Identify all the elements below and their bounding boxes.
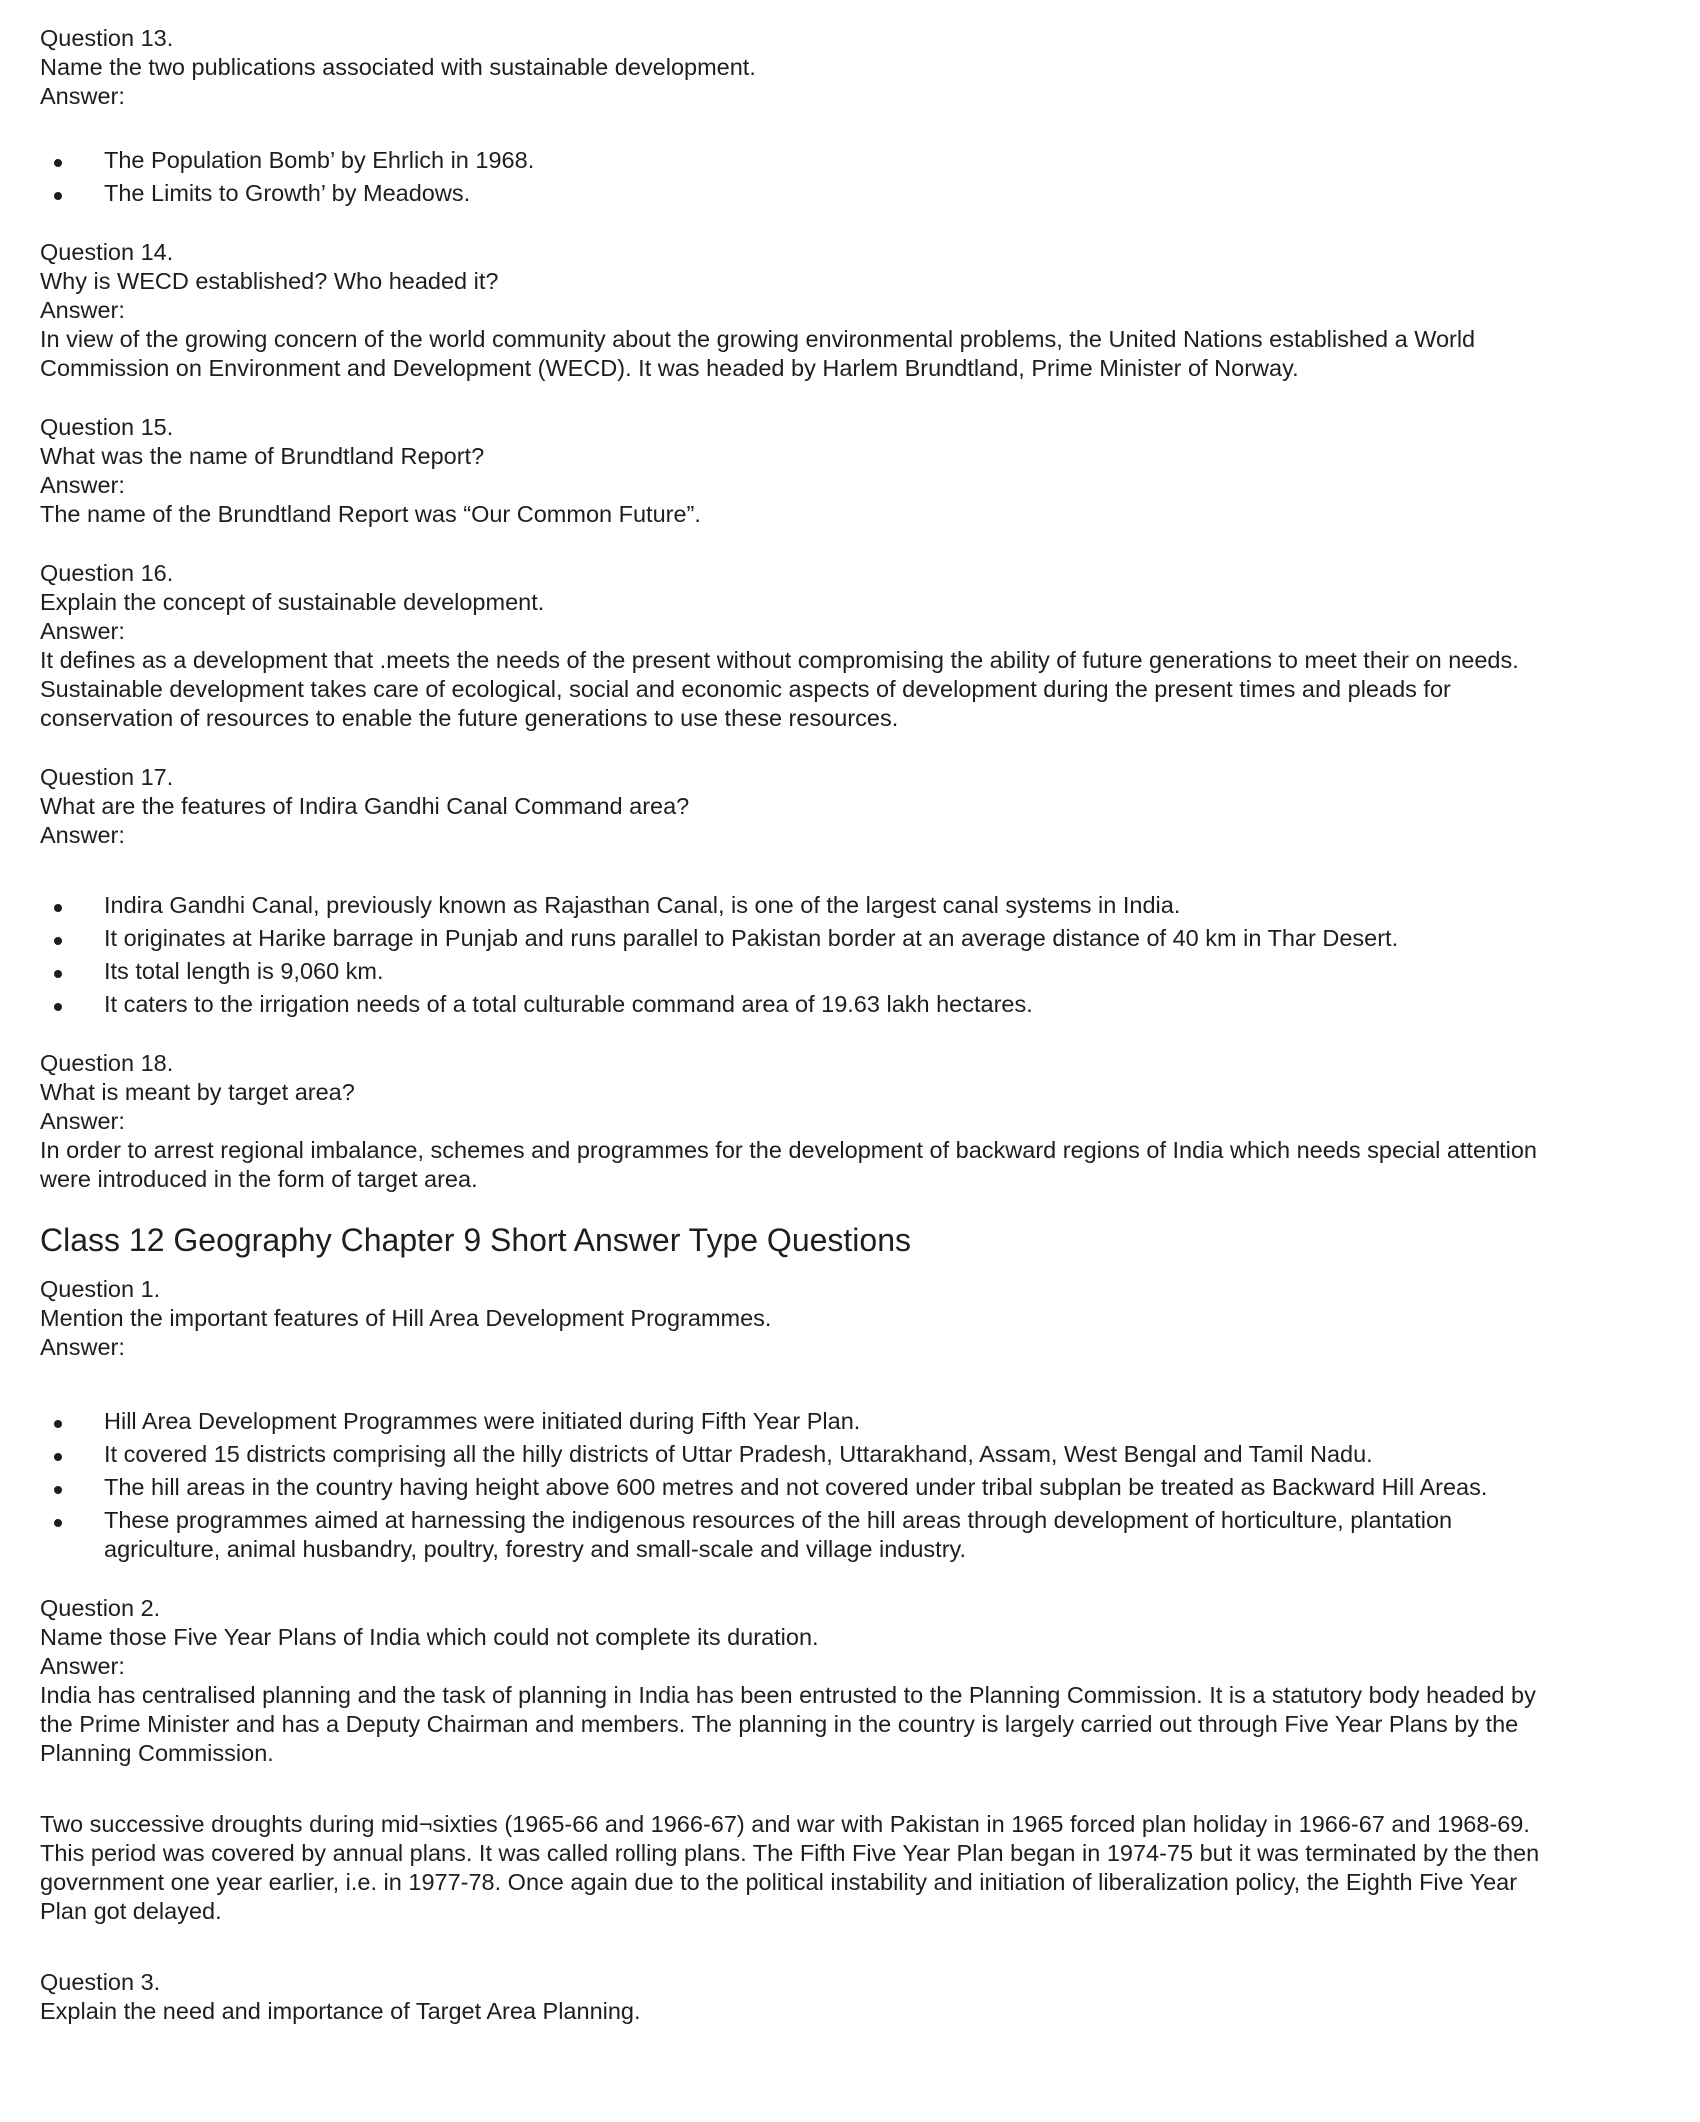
answer-label: Answer: xyxy=(40,297,125,323)
bullet-icon xyxy=(54,970,62,978)
question-text: Name those Five Year Plans of India which could not complete its duration. xyxy=(40,1624,819,1650)
question-label: Question 14. xyxy=(40,239,174,265)
question-13 xyxy=(40,24,1680,208)
list-item: It covered 15 districts comprising all the hilly districts of Uttar Pradesh, Uttarakhand, Assam, West Bengal and Tamil Nadu. xyxy=(40,1440,1680,1469)
answer-label: Answer: xyxy=(40,822,125,848)
list-item: It originates at Harike barrage in Punjab and runs parallel to Pakistan border at an average distance of 40 km in Thar Desert. xyxy=(40,924,1680,953)
list-item: The hill areas in the country having height above 600 metres and not covered under tribal subplan be treated as Backward Hill Areas. xyxy=(40,1473,1680,1502)
answer-bullet-list xyxy=(40,146,1680,208)
question-text: What was the name of Brundtland Report? xyxy=(40,443,485,469)
list-item: These programmes aimed at harnessing the indigenous resources of the hill areas through development of horticulture, plantation agriculture, animal husbandry, poultry, forestry and small-scale and village industry. xyxy=(40,1506,1680,1564)
answer-label: Answer: xyxy=(40,1334,125,1360)
answer-text-line: In view of the growing concern of the world community about the growing environmental problems, the United Nations established a World xyxy=(40,326,1476,352)
section-heading: Class 12 Geography Chapter 9 Short Answer Type Questions xyxy=(40,1222,911,1258)
question-label: Question 1. xyxy=(40,1276,161,1302)
bullet-icon xyxy=(54,1453,62,1461)
answer-paragraph: Two successive droughts during mid¬sixties (1965-66 and 1966-67) and war with Pakistan in 1965 forced plan holiday in 1966-67 and 1968-69. This period was covered by annual plans. It was called rolling plans. The Fifth Five Year Plan began in 1974-75 but it was terminated by the then government one year earlier, i.e. in 1977-78. Once again due to the political instability and initiation of liberalization policy, the Eighth Five Year Plan got delayed. xyxy=(40,1811,1540,1924)
answer-bullet-list xyxy=(40,891,1680,1019)
answer-text-line: were introduced in the form of target area. xyxy=(40,1166,478,1192)
list-item: Indira Gandhi Canal, previously known as Rajasthan Canal, is one of the largest canal systems in India. xyxy=(40,891,1680,920)
answer-label: Answer: xyxy=(40,1653,125,1679)
answer-label: Answer: xyxy=(40,83,125,109)
bullet-icon xyxy=(54,1519,62,1527)
list-item: It caters to the irrigation needs of a total culturable command area of 19.63 lakh hectares. xyxy=(40,990,1680,1019)
question-16 xyxy=(40,559,1680,733)
answer-label: Answer: xyxy=(40,472,125,498)
answer-paragraph: India has centralised planning and the task of planning in India has been entrusted to the Planning Commission. It is a statutory body headed by the Prime Minister and has a Deputy Chairman and members. The planning in the country is largely carried out through Five Year Plans by the Planning Commission. xyxy=(40,1682,1536,1766)
bullet-icon xyxy=(54,904,62,912)
question-text: What is meant by target area? xyxy=(40,1079,355,1105)
answer-bullet-list xyxy=(40,1407,1680,1564)
question-text: Mention the important features of Hill Area Development Programmes. xyxy=(40,1305,772,1331)
list-item: Its total length is 9,060 km. xyxy=(40,957,1680,986)
question-14 xyxy=(40,238,1680,383)
answer-text-line: It defines as a development that .meets the needs of the present without compromising the ability of future generations to meet their on needs. xyxy=(40,647,1519,673)
bullet-icon xyxy=(54,159,62,167)
question-label: Question 16. xyxy=(40,560,174,586)
answer-text-line: Sustainable development takes care of ecological, social and economic aspects of development during the present times and pleads for xyxy=(40,676,1451,702)
question-17 xyxy=(40,763,1680,1019)
question-label: Question 3. xyxy=(40,1969,161,1995)
question-text: What are the features of Indira Gandhi Canal Command area? xyxy=(40,793,690,819)
answer-text-line: In order to arrest regional imbalance, schemes and programmes for the development of backward regions of India which needs special attention xyxy=(40,1137,1537,1163)
bullet-icon xyxy=(54,192,62,200)
bullet-icon xyxy=(54,1486,62,1494)
list-item: Hill Area Development Programmes were initiated during Fifth Year Plan. xyxy=(40,1407,1680,1436)
question-label: Question 13. xyxy=(40,25,174,51)
short-question-3 xyxy=(40,1968,1680,2026)
bullet-icon xyxy=(54,937,62,945)
question-text: Explain the need and importance of Target Area Planning. xyxy=(40,1998,641,2024)
question-18 xyxy=(40,1049,1680,1194)
answer-text-line: conservation of resources to enable the future generations to use these resources. xyxy=(40,705,899,731)
answer-text-line: Commission on Environment and Development (WECD). It was headed by Harlem Brundtland, Prime Minister of Norway. xyxy=(40,355,1299,381)
question-label: Question 17. xyxy=(40,764,174,790)
short-question-1 xyxy=(40,1275,1680,1564)
answer-label: Answer: xyxy=(40,618,125,644)
bullet-icon xyxy=(54,1003,62,1011)
question-text: Explain the concept of sustainable development. xyxy=(40,589,545,615)
question-15 xyxy=(40,413,1680,529)
question-label: Question 2. xyxy=(40,1595,161,1621)
answer-label: Answer: xyxy=(40,1108,125,1134)
question-label: Question 18. xyxy=(40,1050,174,1076)
question-text: Name the two publications associated with sustainable development. xyxy=(40,54,756,80)
list-item: The Population Bomb’ by Ehrlich in 1968. xyxy=(40,146,1680,175)
list-item: The Limits to Growth’ by Meadows. xyxy=(40,179,1680,208)
short-question-2 xyxy=(40,1594,1680,1926)
question-text: Why is WECD established? Who headed it? xyxy=(40,268,499,294)
answer-text-line: The name of the Brundtland Report was “Our Common Future”. xyxy=(40,501,701,527)
bullet-icon xyxy=(54,1420,62,1428)
question-label: Question 15. xyxy=(40,414,174,440)
